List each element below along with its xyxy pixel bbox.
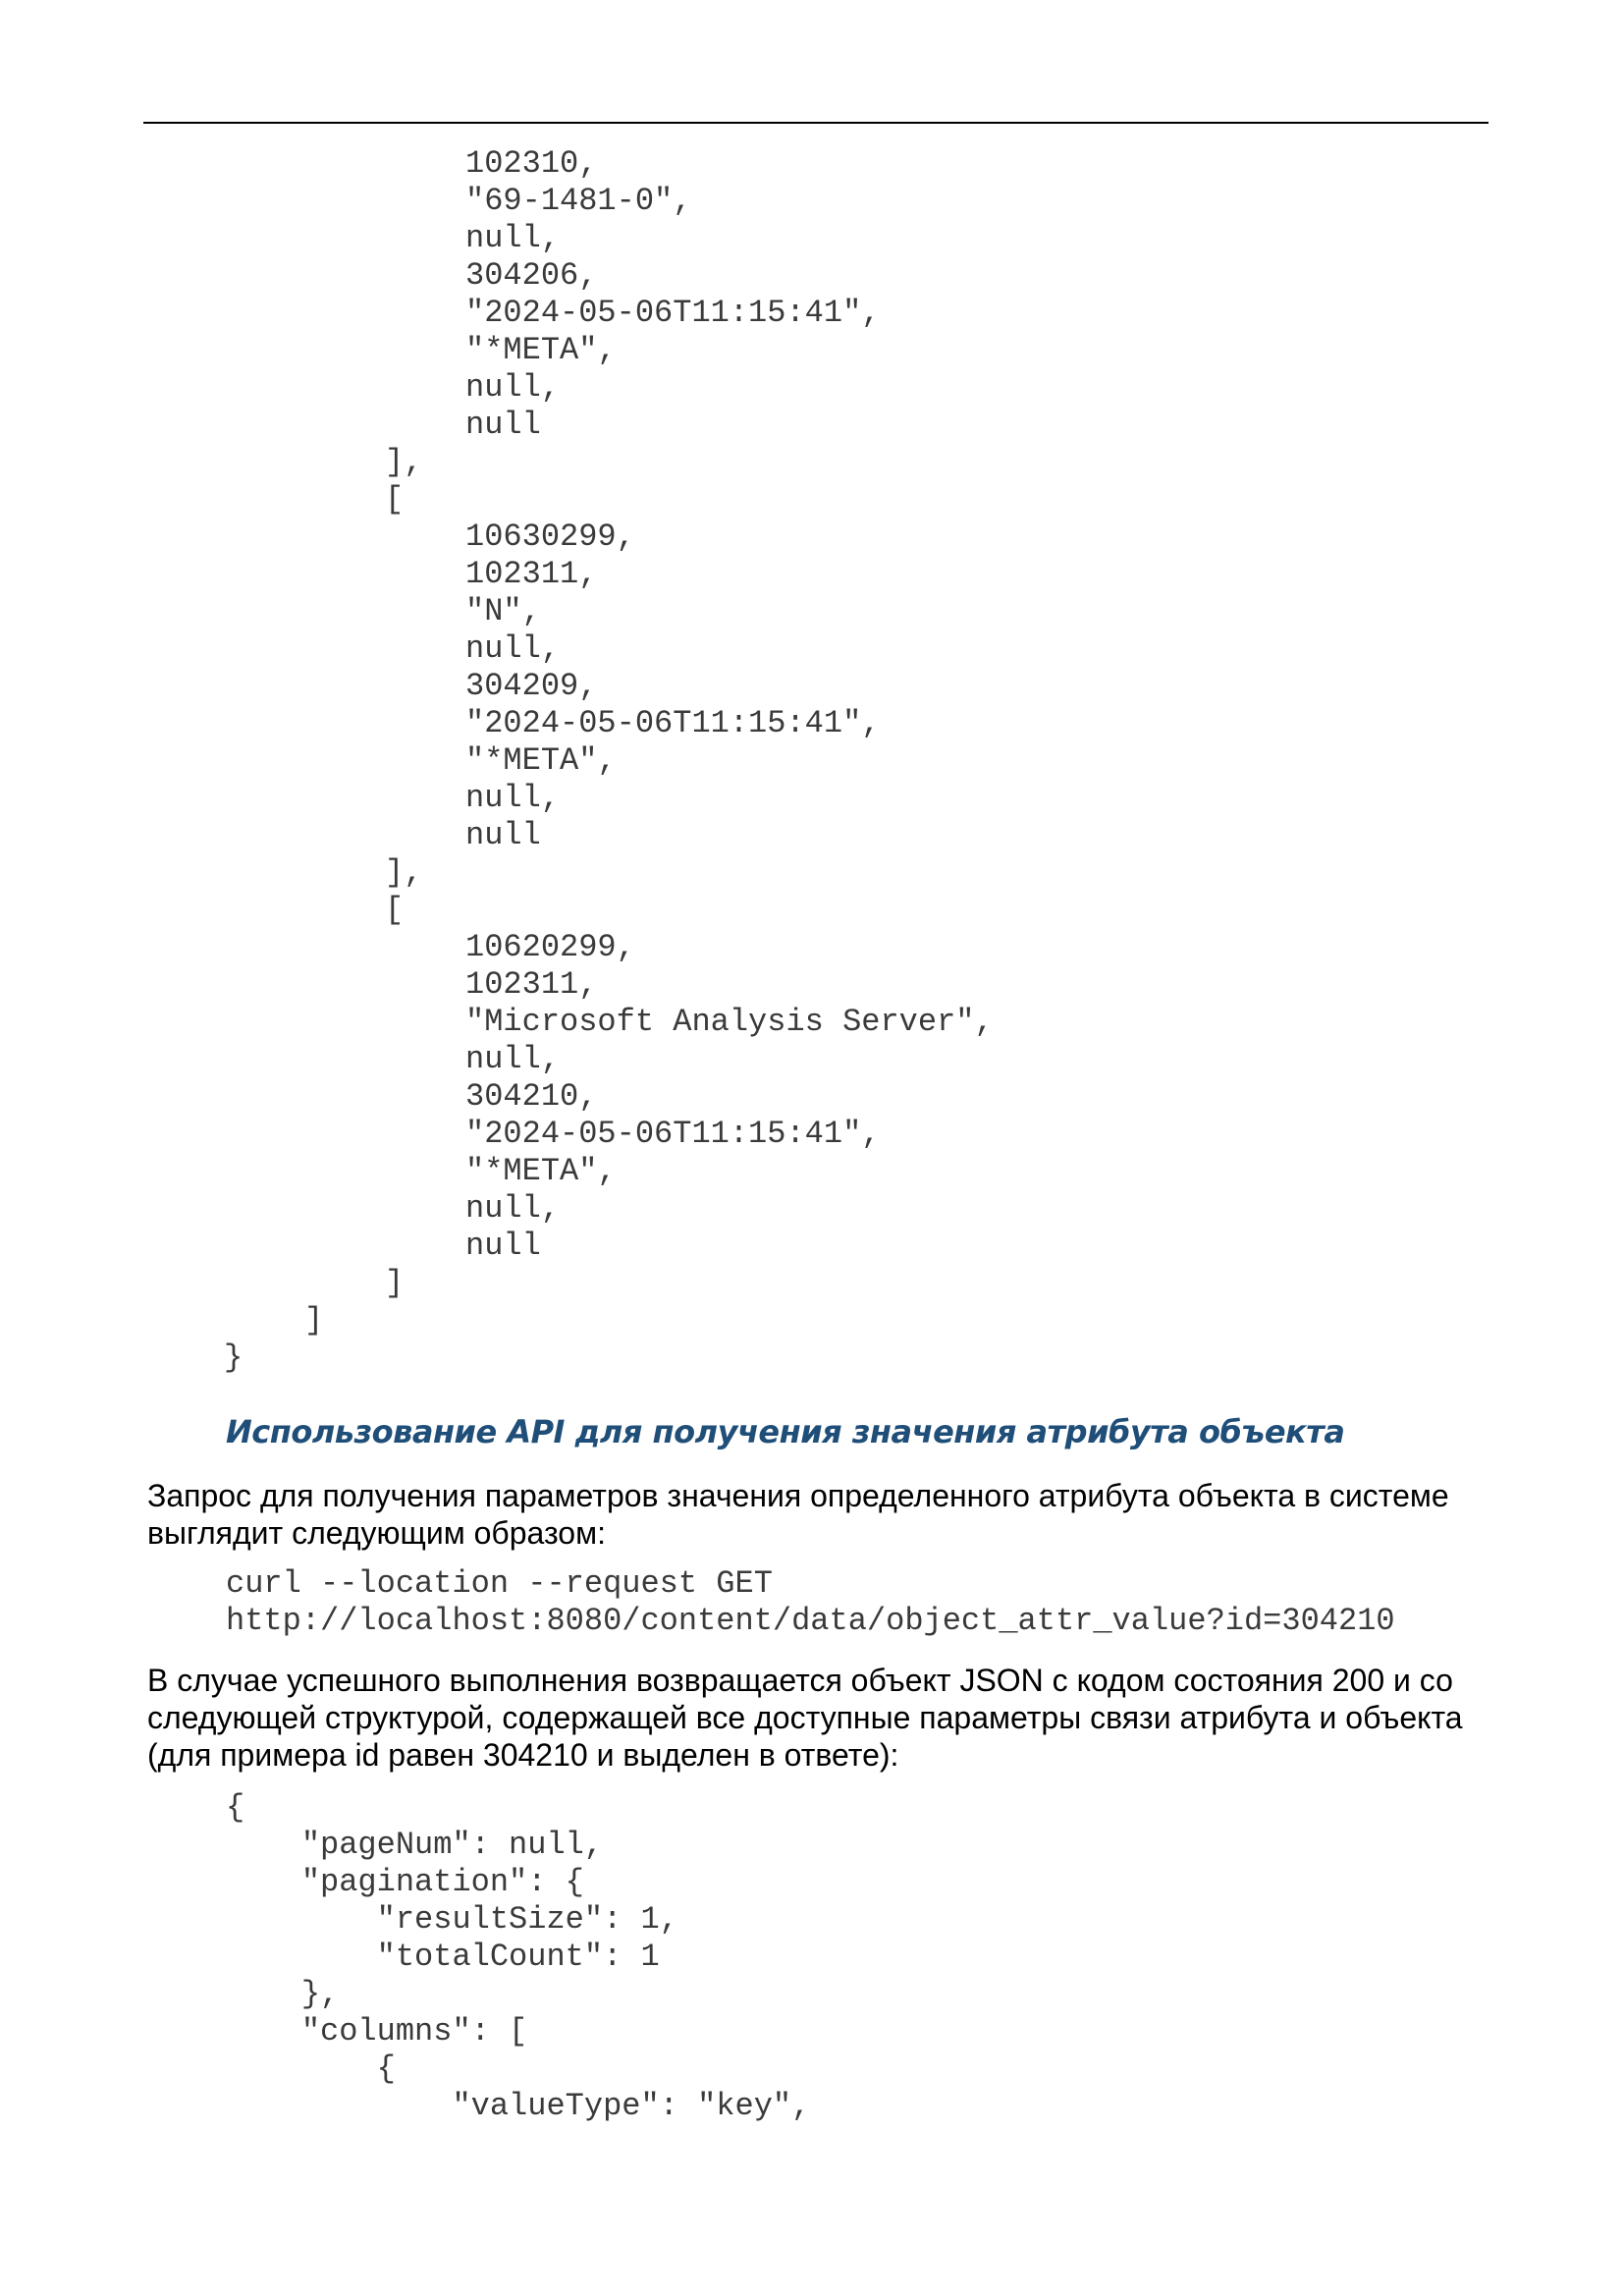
code-line: "resultSize": 1, — [226, 1901, 678, 1938]
code-line: null, — [465, 220, 561, 256]
code-line: [ — [385, 892, 405, 928]
curl-line: curl --location --request GET — [226, 1565, 773, 1602]
section-heading: Использование API для получения значения атрибута объекта — [226, 1413, 1345, 1450]
code-line: null, — [465, 1190, 561, 1227]
code-line: ], — [385, 444, 423, 480]
code-line: null, — [465, 780, 561, 816]
code-line: ], — [385, 854, 423, 891]
code-line: "69-1481-0", — [465, 183, 692, 219]
code-line: 102311, — [465, 966, 598, 1003]
paragraph-response-description: В случае успешного выполнения возвращается объект JSON с кодом состояния 200 и со следующей структурой, содержащей все доступные параметры связи атрибута и объекта (для примера id равен 304210 и выделен в ответе): — [147, 1663, 1463, 1773]
code-line: { — [226, 1789, 245, 1826]
code-line: 10630299, — [465, 519, 635, 555]
code-line: "columns": [ — [226, 2013, 528, 2050]
curl-command-block — [226, 1565, 1395, 1640]
code-line: null — [465, 407, 541, 443]
code-line: "*META", — [465, 1153, 617, 1189]
code-line: null, — [465, 1041, 561, 1077]
code-line: "*META", — [465, 332, 617, 368]
code-line: }, — [226, 1976, 340, 2012]
code-line: "*META", — [465, 742, 617, 779]
paragraph-request-description: Запрос для получения параметров значения определенного атрибута объекта в системе выглядит следующим образом: — [147, 1478, 1449, 1551]
code-line: 10620299, — [465, 929, 635, 965]
code-line: 304210, — [465, 1078, 598, 1115]
code-line: "N", — [465, 593, 541, 629]
code-line: "pagination": { — [226, 1864, 584, 1900]
code-line: 304209, — [465, 668, 598, 704]
code-line: null, — [465, 630, 561, 667]
header-rule — [143, 122, 1488, 124]
code-line: [ — [385, 481, 405, 518]
code-line: } — [224, 1339, 243, 1376]
code-line: "totalCount": 1 — [226, 1939, 660, 1975]
json-response-code-block — [224, 145, 994, 1377]
json-structure-code-block — [226, 1789, 810, 2125]
code-line: 304206, — [465, 257, 598, 294]
code-line: { — [226, 2050, 396, 2087]
code-line: ] — [385, 1265, 405, 1301]
code-line: "Microsoft Analysis Server", — [465, 1004, 994, 1040]
code-line: "2024-05-06T11:15:41", — [465, 705, 881, 741]
curl-line: http://localhost:8080/content/data/object_attr_value?id=304210 — [226, 1603, 1395, 1639]
code-line: null, — [465, 369, 561, 406]
code-line: "valueType": "key", — [226, 2088, 811, 2124]
code-line: null — [465, 1228, 541, 1264]
code-line: 102310, — [465, 145, 598, 182]
code-line: "pageNum": null, — [226, 1827, 604, 1863]
code-line: null — [465, 817, 541, 853]
code-line: 102311, — [465, 556, 598, 592]
code-line: "2024-05-06T11:15:41", — [465, 295, 881, 331]
code-line: ] — [304, 1302, 324, 1339]
code-line: "2024-05-06T11:15:41", — [465, 1116, 881, 1152]
